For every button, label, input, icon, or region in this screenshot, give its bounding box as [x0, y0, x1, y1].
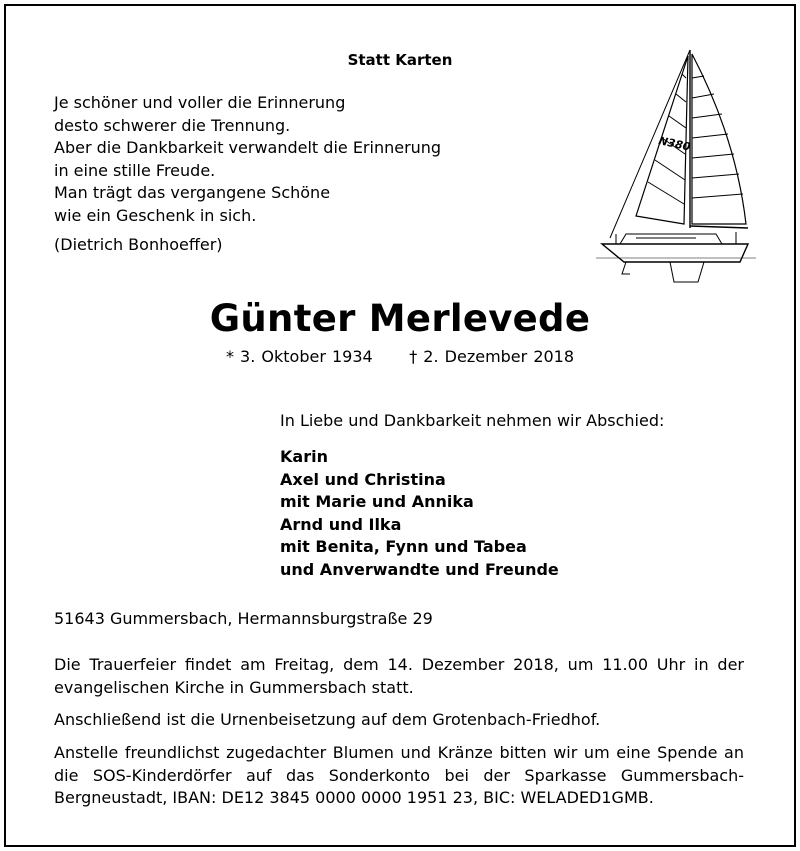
quote-line: Man trägt das vergangene Schöne — [54, 183, 331, 202]
deceased-name: Günter Merlevede — [209, 297, 591, 340]
obituary-notice — [4, 4, 796, 847]
funeral-service-paragraph: Die Trauerfeier findet am Freitag, dem 14. Dezember 2018, um 11.00 Uhr in der evangelischen Kirche in Gummersbach statt. — [54, 655, 744, 697]
mourner-name: mit Benita, Fynn und Tabea — [280, 537, 527, 556]
donation-paragraph: Anstelle freundlichst zugedachter Blumen und Kränze bitten wir um eine Spende an die SOS-Kinderdörfer auf das Sonderkonto bei der Sparkasse Gummersbach-Bergneustadt, IBAN: DE12 3845 0000 0000 1951 23, BIC: WELADED1GMB. — [54, 743, 744, 807]
mourner-name: Arnd und Ilka — [280, 514, 402, 534]
quote-author: (Dietrich Bonhoeffer) — [54, 235, 223, 254]
mourners-list — [280, 446, 559, 581]
quote-line: Aber die Dankbarkeit verwandelt die Erinnerung — [54, 138, 442, 157]
quote-line: desto schwerer die Trennung. — [54, 115, 291, 135]
quote-block — [54, 92, 441, 227]
life-dates — [6, 346, 794, 369]
burial-paragraph: Anschließend ist die Urnenbeisetzung auf dem Grotenbach-Friedhof. — [54, 710, 601, 729]
mourner-name: mit Marie und Annika — [280, 492, 474, 511]
mourners-intro: In Liebe und Dankbarkeit nehmen wir Abschied: — [280, 411, 665, 430]
address: 51643 Gummersbach, Hermannsburgstraße 29 — [54, 609, 433, 628]
quote-line: wie ein Geschenk in sich. — [54, 205, 257, 225]
header-statt-karten: Statt Karten — [347, 51, 453, 69]
mourner-name: und Anverwandte und Freunde — [280, 559, 559, 579]
birth-date: * 3. Oktober 1934 — [225, 347, 373, 366]
quote-line: Je schöner und voller die Erinnerung — [54, 93, 346, 112]
quote-line: in eine stille Freude. — [54, 160, 216, 180]
death-date: † 2. Dezember 2018 — [409, 347, 575, 366]
mourner-name: Karin — [280, 447, 328, 466]
sail-number: N380 — [657, 134, 692, 154]
sailboat-icon — [596, 48, 756, 284]
mourner-name: Axel und Christina — [280, 469, 446, 489]
